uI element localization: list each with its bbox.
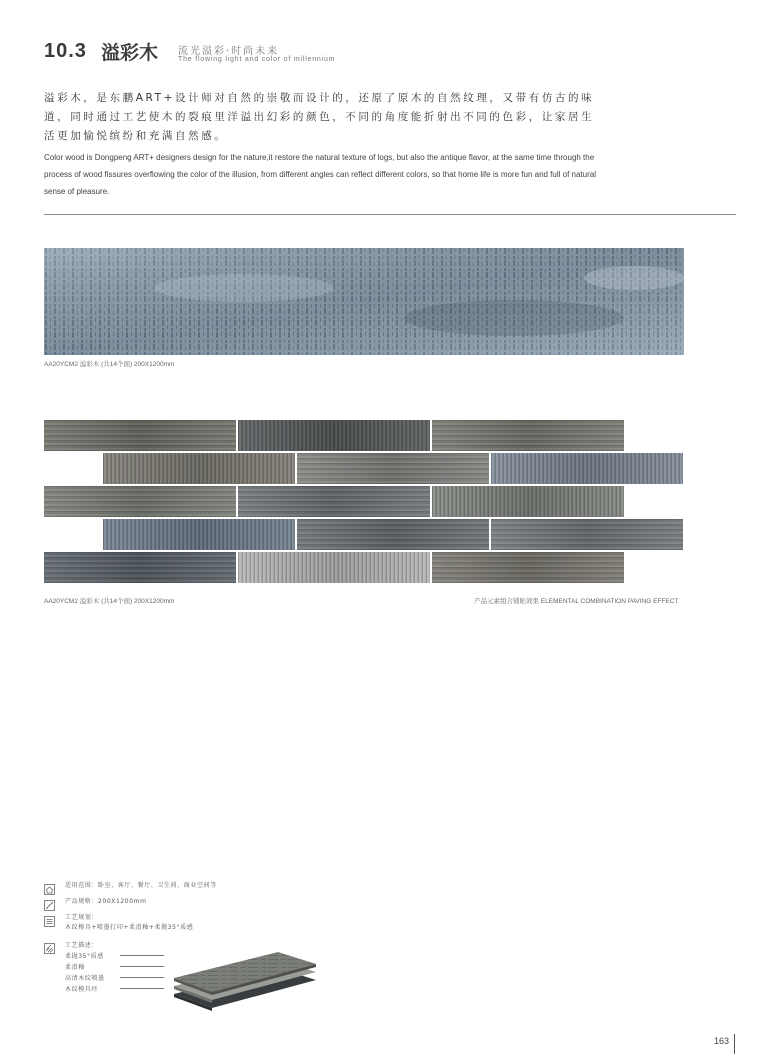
layer-label-4: 木纹模具坯: [65, 986, 99, 993]
grid-tile: [491, 519, 683, 550]
grid-tile: [491, 453, 683, 484]
grid-tile: [297, 453, 489, 484]
layer-label-2: 柔滑釉: [65, 964, 85, 971]
divider-rule: [44, 214, 736, 215]
layer-label-1: 柔抛35°质感: [65, 953, 104, 960]
layer-leader-2: [120, 966, 164, 967]
grid-tile: [432, 552, 624, 583]
spec-craft-title: 工艺规划：: [65, 914, 99, 921]
grid-tile: [44, 552, 236, 583]
section-number: 10.3: [44, 40, 87, 62]
intro-text-en: Color wood is Dongpeng ART+ designers design for the nature,it restore the natural texture of logs, but also the antique flavor, at the same time through the process of wood fissures overflowing the color of the illusion, from different angles can reflect different colors, so that home life is more fun and full of natural sense of pleasure.: [44, 153, 596, 196]
grid-tile: [103, 453, 295, 484]
layer-label-3: 高清木纹喷墨: [65, 975, 105, 982]
spec-desc-title: 工艺描述：: [65, 942, 99, 949]
grid-tile: [103, 519, 295, 550]
grid-tile: [238, 552, 430, 583]
page-number-bar: [734, 1034, 735, 1054]
grid-tile: [432, 420, 624, 451]
grid-tile: [432, 486, 624, 517]
hero-caption: AA20YCM2 溢彩木 (共14个面) 200X1200mm: [44, 361, 175, 368]
list-icon: [44, 912, 55, 923]
section-subtitle-en: The flowing light and color of millennium: [178, 56, 336, 63]
spec-craft-detail: 木纹模具+喷墨打印+柔滑釉+柔抛35°质感: [65, 924, 194, 931]
layer-leader-1: [120, 955, 164, 956]
spec-usage: 适用范围：卧室、客厅、餐厅、卫生间、商业空间等: [65, 882, 217, 889]
grid-caption-left: AA20YCM2 溢彩木 (共14个面) 200X1200mm: [44, 598, 175, 605]
grid-tile: [44, 486, 236, 517]
hero-tile-image: [44, 248, 684, 355]
section-subtitle-cn: 流光溢彩·时尚未来: [178, 46, 280, 57]
intro-text-cn: 溢彩木，是东鹏ART+设计师对自然的崇敬而设计的，还原了原木的自然纹理，又带有仿古的味道，同时通过工艺使木的裂痕里洋溢出幻彩的颜色，不同的角度能折射出不同的色彩，让家居生活更加愉悦缤纷和充满自然感。: [44, 92, 595, 142]
grid-tile: [44, 420, 236, 451]
house-icon: [44, 880, 55, 891]
grid-caption-right: 产品元素组合铺贴效果 ELEMENTAL COMBINATION PAVING EFFECT: [474, 598, 679, 605]
layers-icon: [44, 939, 55, 950]
tile-layer-illustration: [168, 942, 318, 1012]
grid-tile: [238, 486, 430, 517]
layer-leader-4: [120, 988, 164, 989]
layer-leader-3: [120, 977, 164, 978]
page-number: 163: [714, 1036, 730, 1046]
grid-tile: [297, 519, 489, 550]
section-title: 溢彩木: [101, 42, 159, 64]
ruler-icon: [44, 896, 55, 907]
grid-tile: [238, 420, 430, 451]
spec-size: 产品规格：200X1200mm: [65, 898, 147, 905]
